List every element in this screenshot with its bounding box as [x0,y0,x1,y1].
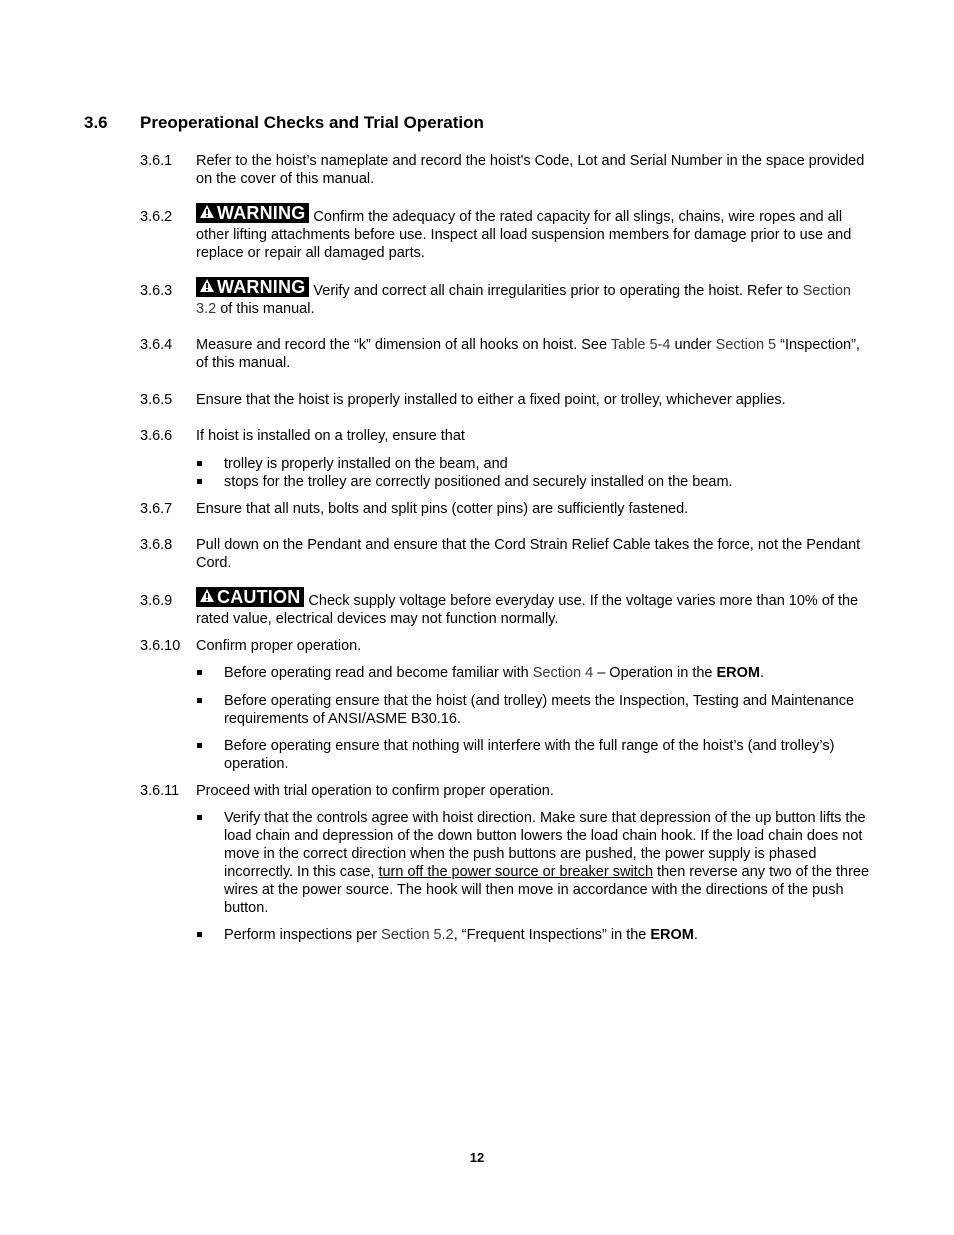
step-number: 3.6.5 [140,392,173,408]
list-item-text: . [693,927,698,943]
list-item [196,737,876,773]
step-3-6-4 [140,336,870,372]
list-item [196,455,876,473]
square-bullet-icon [197,698,202,703]
square-bullet-icon [197,932,202,937]
list-item [196,926,876,944]
list-item-text: Before operating ensure that the hoist (and trolley) meets the Inspection, Testing and Maintenance requirements of ANSI/ASME B30.16. [224,693,855,727]
warning-triangle-icon [199,587,215,607]
step-text: Check supply voltage before everyday use. If the voltage varies more than 10% of the rated value, electrical devices may not function normally. [196,593,859,627]
list-item-text: Verify that the controls agree with hoist direction. Make sure that depression of the up button lifts the load chain and depression of the down button lowers the load chain hook. If the load chain does not move in the correct direction when the push buttons are pushed, the power supply is phased incorrectly. In this case, [224,810,866,880]
list-item-text: stops for the trolley are correctly positioned and securely installed on the beam. [224,474,733,490]
list-item-text: Perform inspections per [224,927,382,943]
bullet-list [196,664,876,682]
step-number: 3.6.2 [140,209,173,225]
badge-label: WARNING [217,277,306,297]
step-number: 3.6.6 [140,428,173,444]
page-number: 12 [469,1150,485,1165]
caution-badge [196,587,304,607]
step-number: 3.6.1 [140,153,173,169]
step-text: Measure and record the “k” dimension of all hooks on hoist. See [196,337,611,353]
step-3-6-3 [140,277,870,318]
bullet-list [196,926,876,944]
step-text-tail: of this manual. [216,301,315,317]
bullet-list [196,692,876,728]
erom-label: EROM [716,665,760,681]
list-item-text: trolley is properly installed on the beam, and [224,456,508,472]
list-item [196,473,876,491]
step-3-6-8 [140,536,870,572]
section-heading [84,112,484,134]
section-reference-link[interactable]: Section 5 [715,337,777,353]
step-number: 3.6.3 [140,283,173,299]
square-bullet-icon [197,815,202,820]
bullet-list [196,737,876,773]
step-text: Proceed with trial operation to confirm proper operation. [196,783,554,799]
section-number: 3.6 [84,113,108,132]
list-item-text: Before operating read and become familiar with [224,665,533,681]
step-text: Refer to the hoist’s nameplate and record the hoist's Code, Lot and Serial Number in the space provided on the cover of this manual. [196,153,865,187]
step-3-6-6 [140,427,870,445]
warning-badge [196,203,309,223]
step-text: If hoist is installed on a trolley, ensure that [196,428,465,444]
step-number: 3.6.8 [140,537,173,553]
step-text: Ensure that all nuts, bolts and split pins (cotter pins) are sufficiently fastened. [196,501,689,517]
square-bullet-icon [197,461,202,466]
table-reference-link[interactable]: Table 5-4 [610,337,671,353]
step-3-6-9 [140,587,870,628]
list-item-text: then reverse any two of the three wires at the power source. The hook will then move in accordance with the directions of the push button. [224,864,870,916]
section-title: Preoperational Checks and Trial Operation [140,113,484,132]
square-bullet-icon [197,743,202,748]
step-text-tail: “Inspection”, of this manual. [196,337,860,371]
list-item-text: . [760,665,765,681]
step-3-6-2 [140,203,870,262]
list-item-text: – Operation in the [593,665,717,681]
step-3-6-11 [140,782,870,800]
square-bullet-icon [197,479,202,484]
erom-label: EROM [650,927,694,943]
step-3-6-7 [140,500,870,518]
step-text-mid: under [670,337,716,353]
bullet-list [196,809,876,917]
list-item [196,809,876,917]
warning-triangle-icon [199,203,215,223]
list-item-text: Before operating ensure that nothing will interfere with the full range of the hoist’s (and trolley’s) operation. [224,738,835,772]
step-number: 3.6.11 [140,783,180,799]
step-number: 3.6.9 [140,593,173,609]
step-text: Ensure that the hoist is properly installed to either a fixed point, or trolley, whichever applies. [196,392,786,408]
badge-label: WARNING [217,203,306,223]
list-item [196,664,876,682]
step-number: 3.6.7 [140,501,173,517]
step-text: Confirm the adequacy of the rated capacity for all slings, chains, wire ropes and all other lifting attachments before use. Inspect all load suspension members for damage prior to use and replace or repair all damaged parts. [196,209,852,261]
step-text: Verify and correct all chain irregularities prior to operating the hoist. Refer to [313,283,803,299]
square-bullet-icon [197,670,202,675]
step-3-6-10 [140,637,870,655]
step-number: 3.6.4 [140,337,173,353]
step-3-6-5 [140,391,870,409]
list-item-text: , “Frequent Inspections” in the [453,927,651,943]
list-item [196,692,876,728]
section-reference-link[interactable]: Section 3.2 [196,283,851,317]
step-text: Pull down on the Pendant and ensure that the Cord Strain Relief Cable takes the force, not the Pendant Cord. [196,537,861,571]
badge-label: CAUTION [217,587,301,607]
underlined-instruction: turn off the power source or breaker switch [378,864,654,880]
warning-triangle-icon [199,277,215,297]
section-reference-link[interactable]: Section 4 [532,665,594,681]
step-text: Confirm proper operation. [196,638,362,654]
section-reference-link[interactable]: Section 5.2 [381,927,454,943]
step-number: 3.6.10 [140,638,181,654]
step-3-6-1 [140,152,870,188]
bullet-list [196,455,876,491]
warning-badge [196,277,309,297]
